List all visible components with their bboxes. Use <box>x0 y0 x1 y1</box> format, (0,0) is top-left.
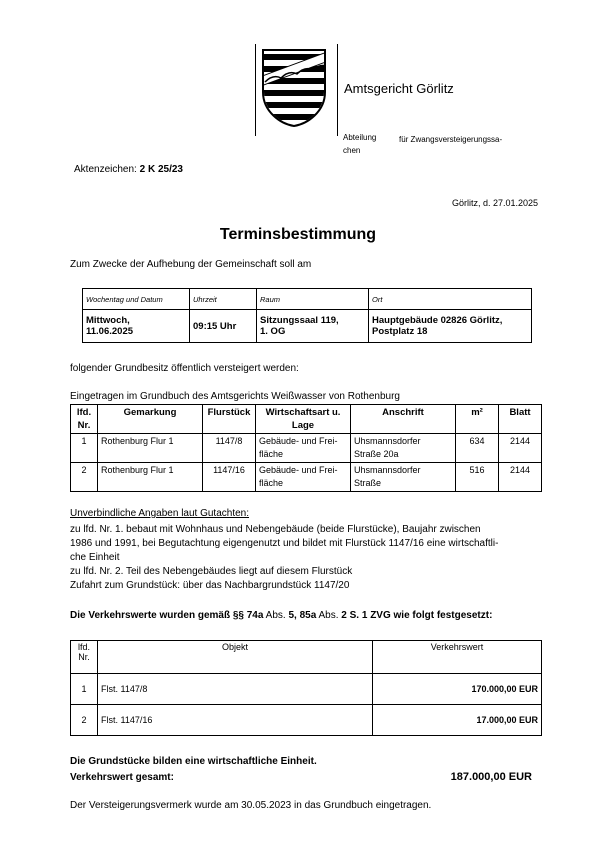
place-line2: Postplatz 18 <box>372 326 428 337</box>
room-line1: Sitzungssaal 119, <box>260 315 339 326</box>
col-art <box>256 405 351 434</box>
valuation-heading-part5: 2 S. 1 ZVG wie folgt festgesetzt: <box>341 610 493 621</box>
header-day: Wochentag und Datum <box>83 289 190 310</box>
val-col-nr-line2: Nr. <box>78 652 90 662</box>
appointment-table <box>82 288 532 343</box>
valuation-heading-part3: 5, 85a <box>288 610 317 621</box>
val-row-nr: 2 <box>71 705 98 736</box>
valuation-heading-part2: Abs. <box>263 610 289 621</box>
appointment-place <box>369 310 532 343</box>
val-row-objekt: Flst. 1147/8 <box>98 674 373 705</box>
row-flurstueck: 1147/16 <box>203 463 256 492</box>
val-row-wert: 170.000,00 EUR <box>373 674 542 705</box>
row-art-line2: fläche <box>259 478 284 488</box>
col-nr-line2: Nr. <box>77 420 91 431</box>
properties-header-row <box>71 405 542 434</box>
col-blatt: Blatt <box>499 405 542 434</box>
row-art <box>256 434 351 463</box>
val-col-nr-line1: lfd. <box>77 642 90 652</box>
val-col-objekt: Objekt <box>98 641 373 674</box>
val-row-nr: 1 <box>71 674 98 705</box>
valuation-heading-part1: Die Verkehrswerte wurden gemäß §§ 74a <box>70 610 264 621</box>
row-anschrift-line2: Straße 20a <box>354 449 399 459</box>
col-art-line1: Wirtschaftsart u. <box>265 407 341 418</box>
table-row <box>71 434 542 463</box>
letterhead-divider-right <box>337 44 338 136</box>
notes-line3: che Einheit <box>70 552 120 563</box>
notes-line5: Zufahrt zum Grundstück: über das Nachbargrundstück 1147/20 <box>70 580 350 591</box>
properties-table <box>70 404 542 492</box>
col-nr <box>71 405 98 434</box>
table-row <box>71 463 542 492</box>
row-blatt: 2144 <box>499 463 542 492</box>
row-blatt: 2144 <box>499 434 542 463</box>
department-label: Abteilung <box>343 133 377 142</box>
appointment-value-row <box>83 310 532 343</box>
row-m2: 516 <box>456 463 499 492</box>
row-gemarkung: Rothenburg Flur 1 <box>98 434 203 463</box>
summary-total-value: 187.000,00 EUR <box>450 771 532 783</box>
header-place: Ort <box>369 289 532 310</box>
summary-unit-line: Die Grundstücke bilden eine wirtschaftliche Einheit. <box>70 756 317 767</box>
day-line2: 11.06.2025 <box>86 326 134 337</box>
row-art <box>256 463 351 492</box>
appointment-room <box>257 310 369 343</box>
appointment-time: 09:15 Uhr <box>190 310 257 343</box>
valuation-header-row <box>71 641 542 674</box>
valuation-heading-part4: Abs. <box>316 610 342 621</box>
department-text: für Zwangsversteigerungssa- <box>399 135 503 144</box>
department-text-cont: chen <box>343 146 361 155</box>
document-title: Terminsbestimmung <box>219 226 377 243</box>
col-m2: m² <box>456 405 499 434</box>
row-anschrift <box>351 434 456 463</box>
valuation-heading <box>70 610 492 621</box>
day-line1: Mittwoch, <box>86 315 130 326</box>
case-number: 2 K 25/23 <box>139 164 183 175</box>
row-nr: 2 <box>71 463 98 492</box>
col-gemarkung: Gemarkung <box>98 405 203 434</box>
col-art-line2: Lage <box>291 420 315 431</box>
row-gemarkung: Rothenburg Flur 1 <box>98 463 203 492</box>
table-row <box>71 705 542 736</box>
appointment-day <box>83 310 190 343</box>
letterhead-divider-left <box>255 44 256 136</box>
saxony-coat-of-arms <box>261 48 327 128</box>
header-time: Uhrzeit <box>190 289 257 310</box>
after-table-text: folgender Grundbesitz öffentlich versteigert werden: <box>70 363 299 374</box>
notes-line4: zu lfd. Nr. 2. Teil des Nebengebäudes liegt auf diesem Flurstück <box>70 566 353 577</box>
notes-line2: 1986 und 1991, bei Begutachtung eigengenutzt und bildet mit Flurstück 1147/16 eine wirtschaftli- <box>70 538 499 549</box>
row-anschrift <box>351 463 456 492</box>
val-row-objekt: Flst. 1147/16 <box>98 705 373 736</box>
valuation-table <box>70 640 542 736</box>
header-room: Raum <box>257 289 369 310</box>
row-anschrift-line2: Straße <box>354 478 382 488</box>
col-nr-line1: lfd. <box>76 407 92 418</box>
row-art-line1: Gebäude- und Frei- <box>259 465 338 475</box>
date-line: Görlitz, d. 27.01.2025 <box>451 198 538 208</box>
row-nr: 1 <box>71 434 98 463</box>
appointment-header-row <box>83 289 532 310</box>
notes-heading: Unverbindliche Angaben laut Gutachten: <box>70 508 250 519</box>
room-line2: 1. OG <box>260 326 286 337</box>
summary-total-label: Verkehrswert gesamt: <box>70 772 174 783</box>
place-line1: Hauptgebäude 02826 Görlitz, <box>372 315 503 326</box>
intro-text: Zum Zwecke der Aufhebung der Gemeinschaft soll am <box>70 259 312 270</box>
val-col-verkehrswert: Verkehrswert <box>373 641 542 674</box>
row-m2: 634 <box>456 434 499 463</box>
footer-line: Der Versteigerungsvermerk wurde am 30.05.2023 in das Grundbuch eingetragen. <box>70 800 432 811</box>
row-anschrift-line1: Uhsmannsdorfer <box>354 465 421 475</box>
val-row-wert: 17.000,00 EUR <box>373 705 542 736</box>
case-number-line <box>74 164 183 175</box>
col-flurstueck: Flurstück <box>203 405 256 434</box>
val-col-nr <box>71 641 98 674</box>
registry-caption: Eingetragen im Grundbuch des Amtsgerichts Weißwasser von Rothenburg <box>70 391 400 402</box>
court-name: Amtsgericht Görlitz <box>344 81 454 96</box>
row-flurstueck: 1147/8 <box>203 434 256 463</box>
table-row <box>71 674 542 705</box>
col-anschrift: Anschrift <box>351 405 456 434</box>
row-art-line1: Gebäude- und Frei- <box>259 436 338 446</box>
notes-line1: zu lfd. Nr. 1. bebaut mit Wohnhaus und Nebengebäude (beide Flurstücke), Baujahr zwischen <box>70 524 481 535</box>
row-anschrift-line1: Uhsmannsdorfer <box>354 436 421 446</box>
row-art-line2: fläche <box>259 449 284 459</box>
case-label: Aktenzeichen: <box>74 164 137 175</box>
